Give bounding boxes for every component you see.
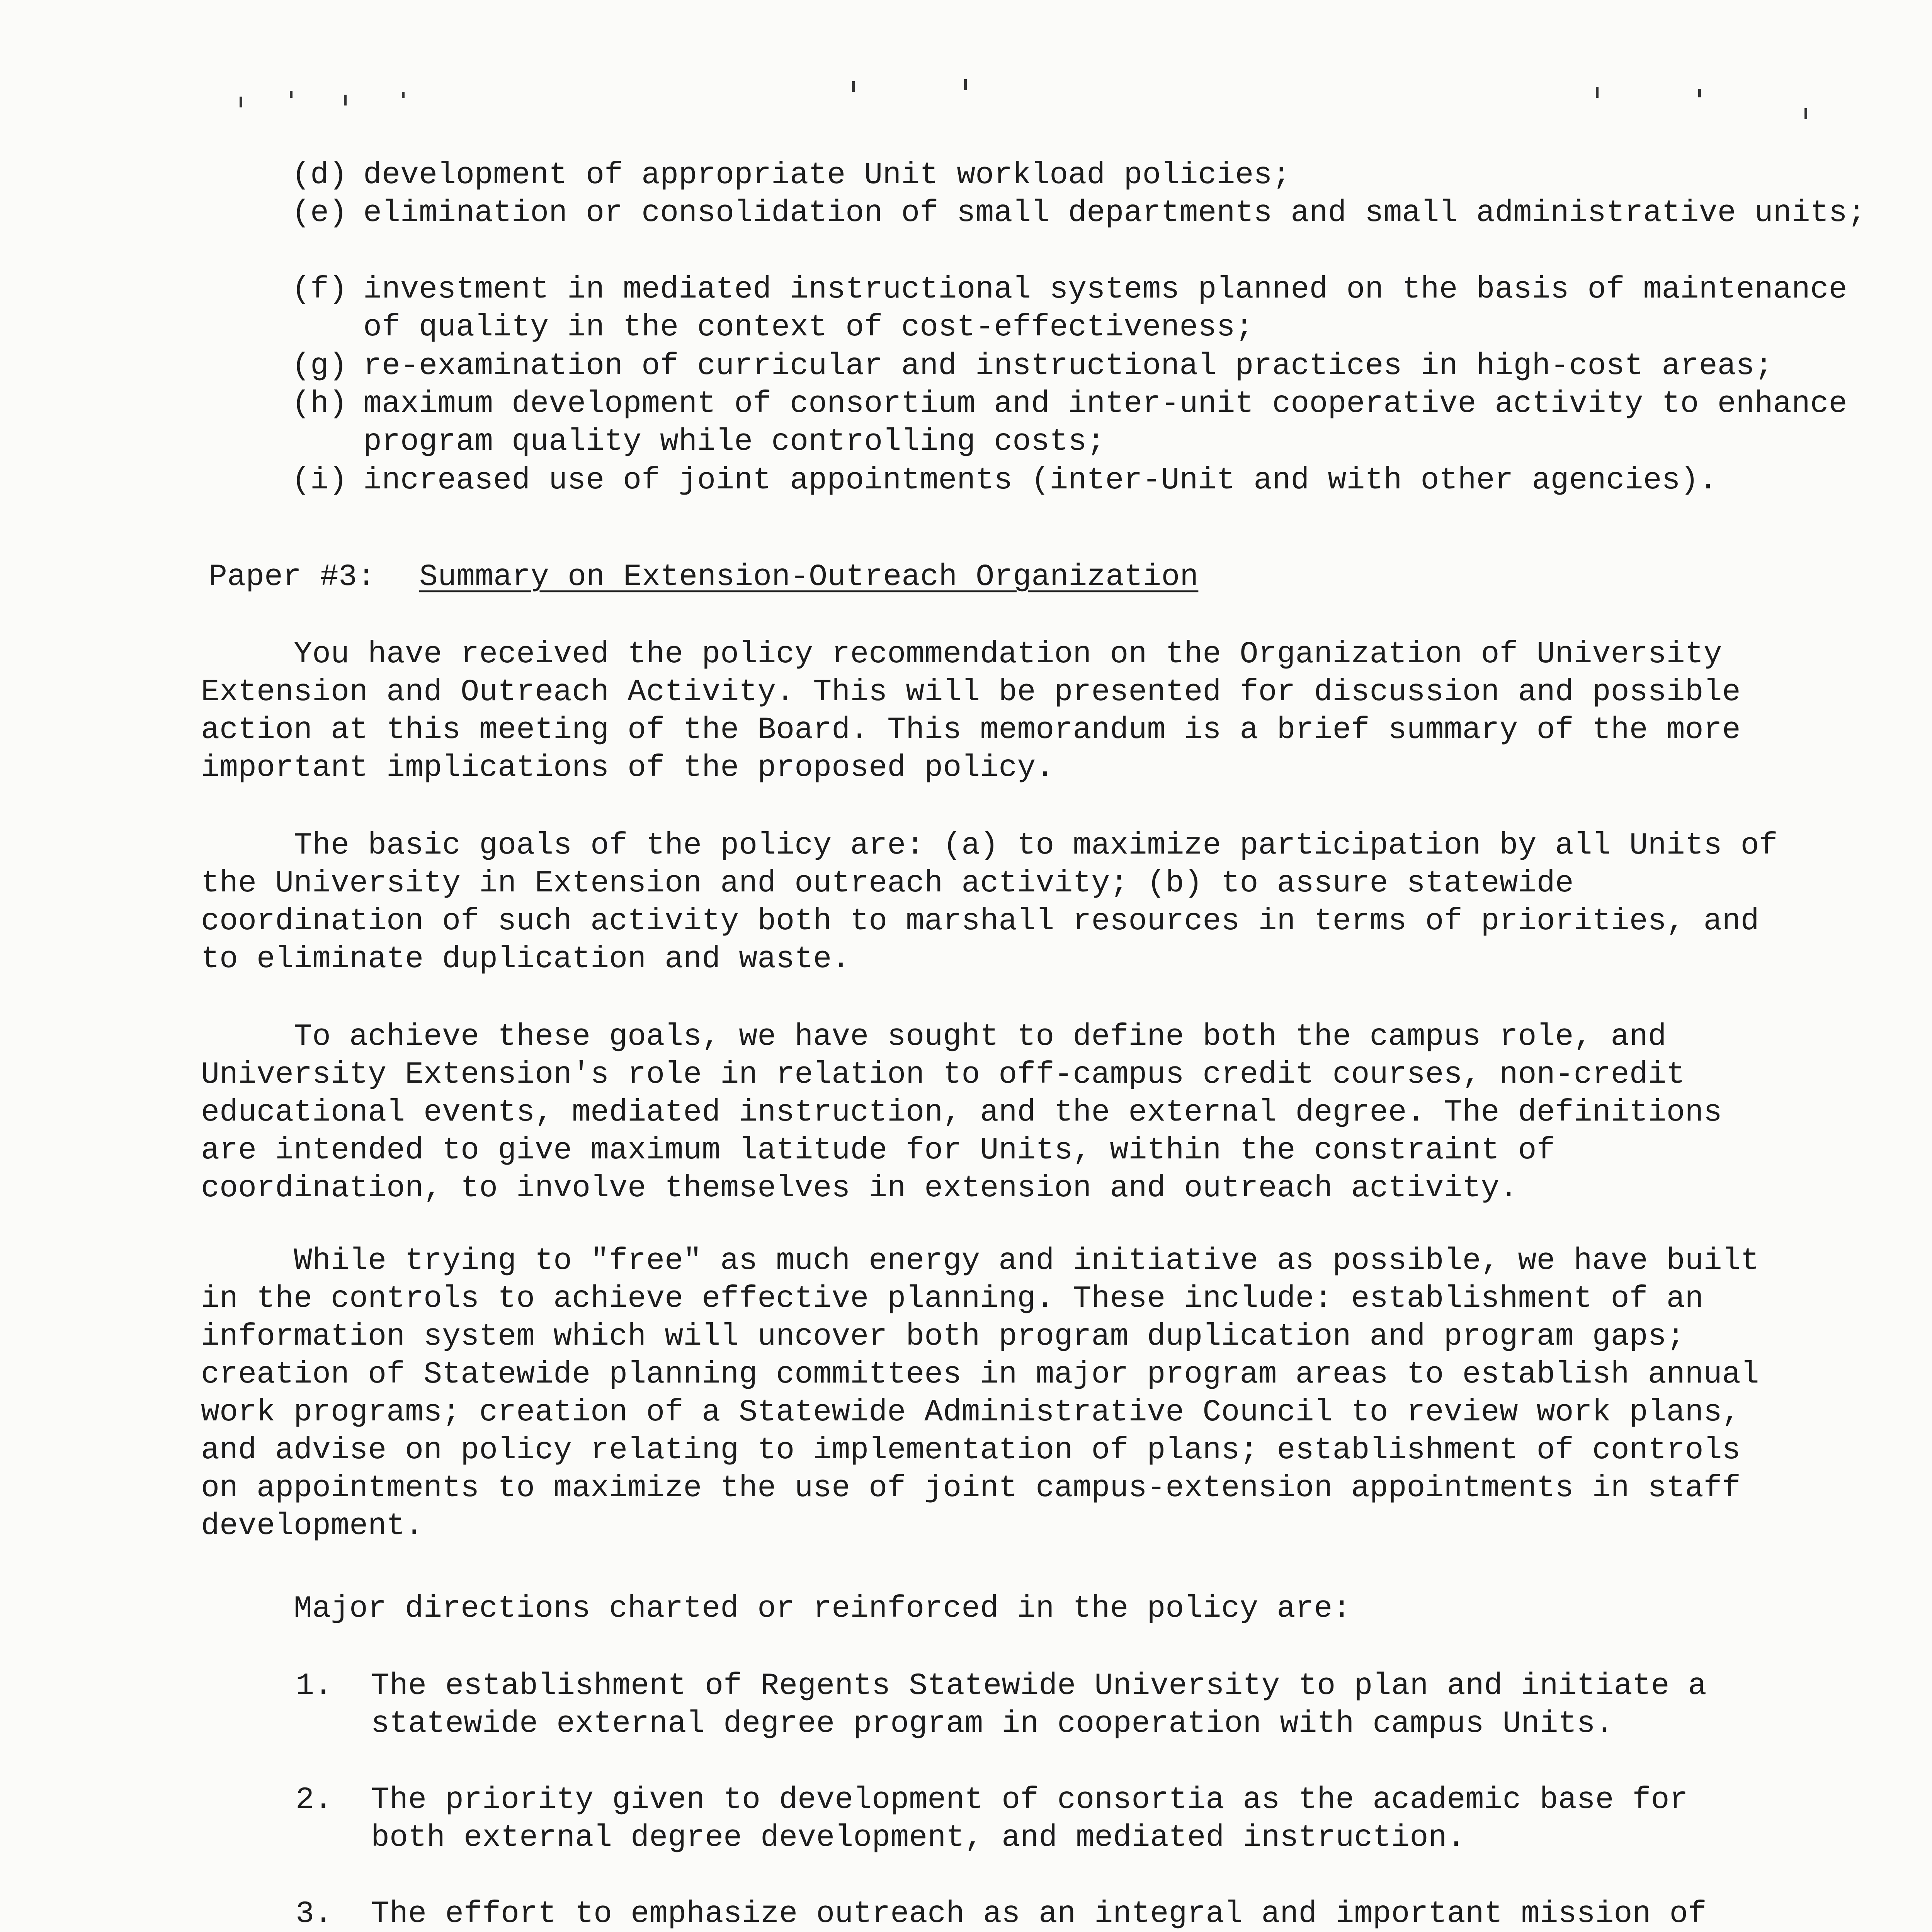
direction-number: 1. [296, 1668, 333, 1704]
list-item-label: (d) [292, 158, 348, 193]
paragraph-text: You have received the policy recommendation on the Organization of University Extension and Outreach Activity. This will be presented for discussion and possible action at this meeting of the Board. This memorandum is a brief summary of the more important implications of the proposed policy. [201, 637, 1741, 786]
list-item [292, 194, 1866, 272]
list-item-text: maximum development of consortium and inter-unit cooperative activity to enhance program quality while controlling costs; [363, 386, 1847, 459]
direction-number: 2. [296, 1782, 333, 1818]
list-item-text: elimination or consolidation of small departments and small administrative units; [363, 196, 1866, 231]
directions-intro: Major directions charted or reinforced in the policy are: [294, 1591, 1351, 1626]
paragraph-text: To achieve these goals, we have sought to define both the campus role, and University Extension's role in relation to off-campus credit courses, non-credit educational events, mediated instruction, and the external degree. The definitions are intended to give maximum latitude for Units, within the constraint of coordination, to involve themselves in extension and outreach activity. [201, 1019, 1722, 1206]
paragraph [201, 1018, 1793, 1208]
paragraph-text: While trying to "free" as much energy and initiative as possible, we have built in the controls to achieve effective planning. These include: establishment of an information system which will uncover both program duplication and program gaps; creation of Statewide planning committees in major program areas to establish annual work programs; creation of a Statewide Administrative Council to review work plans, and advise on policy relating to implementation of plans; establishment of controls on appointments to maximize the use of joint campus-extension appointments in staff development. [201, 1243, 1759, 1544]
direction-item [296, 1895, 1822, 1932]
paragraph [201, 1242, 1793, 1545]
section-label: Paper #3: [209, 560, 376, 595]
direction-item [296, 1667, 1822, 1745]
list-item [292, 385, 1847, 463]
list-item-text: development of appropriate Unit workload policies; [363, 158, 1291, 193]
list-item-text: re-examination of curricular and instructional practices in high-cost areas; [363, 349, 1773, 384]
list-item-text: increased use of joint appointments (inter-Unit and with other agencies). [363, 463, 1718, 498]
paragraph-text: The basic goals of the policy are: (a) to maximize participation by all Units of the University in Extension and outreach activity; (b) to assure statewide coordination of such activity both to marshall resources in terms of priorities, and to eliminate duplication and waste. [201, 828, 1778, 977]
paragraph [201, 827, 1793, 978]
list-item-label: (h) [292, 386, 348, 422]
direction-text: The priority given to development of consortia as the academic base for both external degree development, and mediated instruction. [371, 1782, 1688, 1855]
paragraph [201, 636, 1793, 787]
section-title: Summary on Extension-Outreach Organization [419, 560, 1199, 595]
list-item-text: investment in mediated instructional systems planned on the basis of maintenance of quality in the context of cost-effectiveness; [363, 272, 1847, 345]
list-item [292, 347, 1837, 386]
list-item-label: (g) [292, 349, 348, 384]
section-heading [209, 558, 1754, 597]
list-item-label: (e) [292, 196, 348, 231]
list-item-label: (f) [292, 272, 348, 307]
list-item [292, 156, 1837, 195]
direction-item [296, 1781, 1822, 1859]
direction-text: The establishment of Regents Statewide University to plan and initiate a statewide external degree program in cooperation with campus Units. [371, 1668, 1707, 1742]
direction-text: The effort to emphasize outreach as an integral and important mission of [371, 1896, 1707, 1932]
direction-number: 3. [296, 1896, 333, 1932]
list-item [292, 462, 1837, 500]
list-item [292, 271, 1847, 348]
list-item-label: (i) [292, 463, 348, 498]
